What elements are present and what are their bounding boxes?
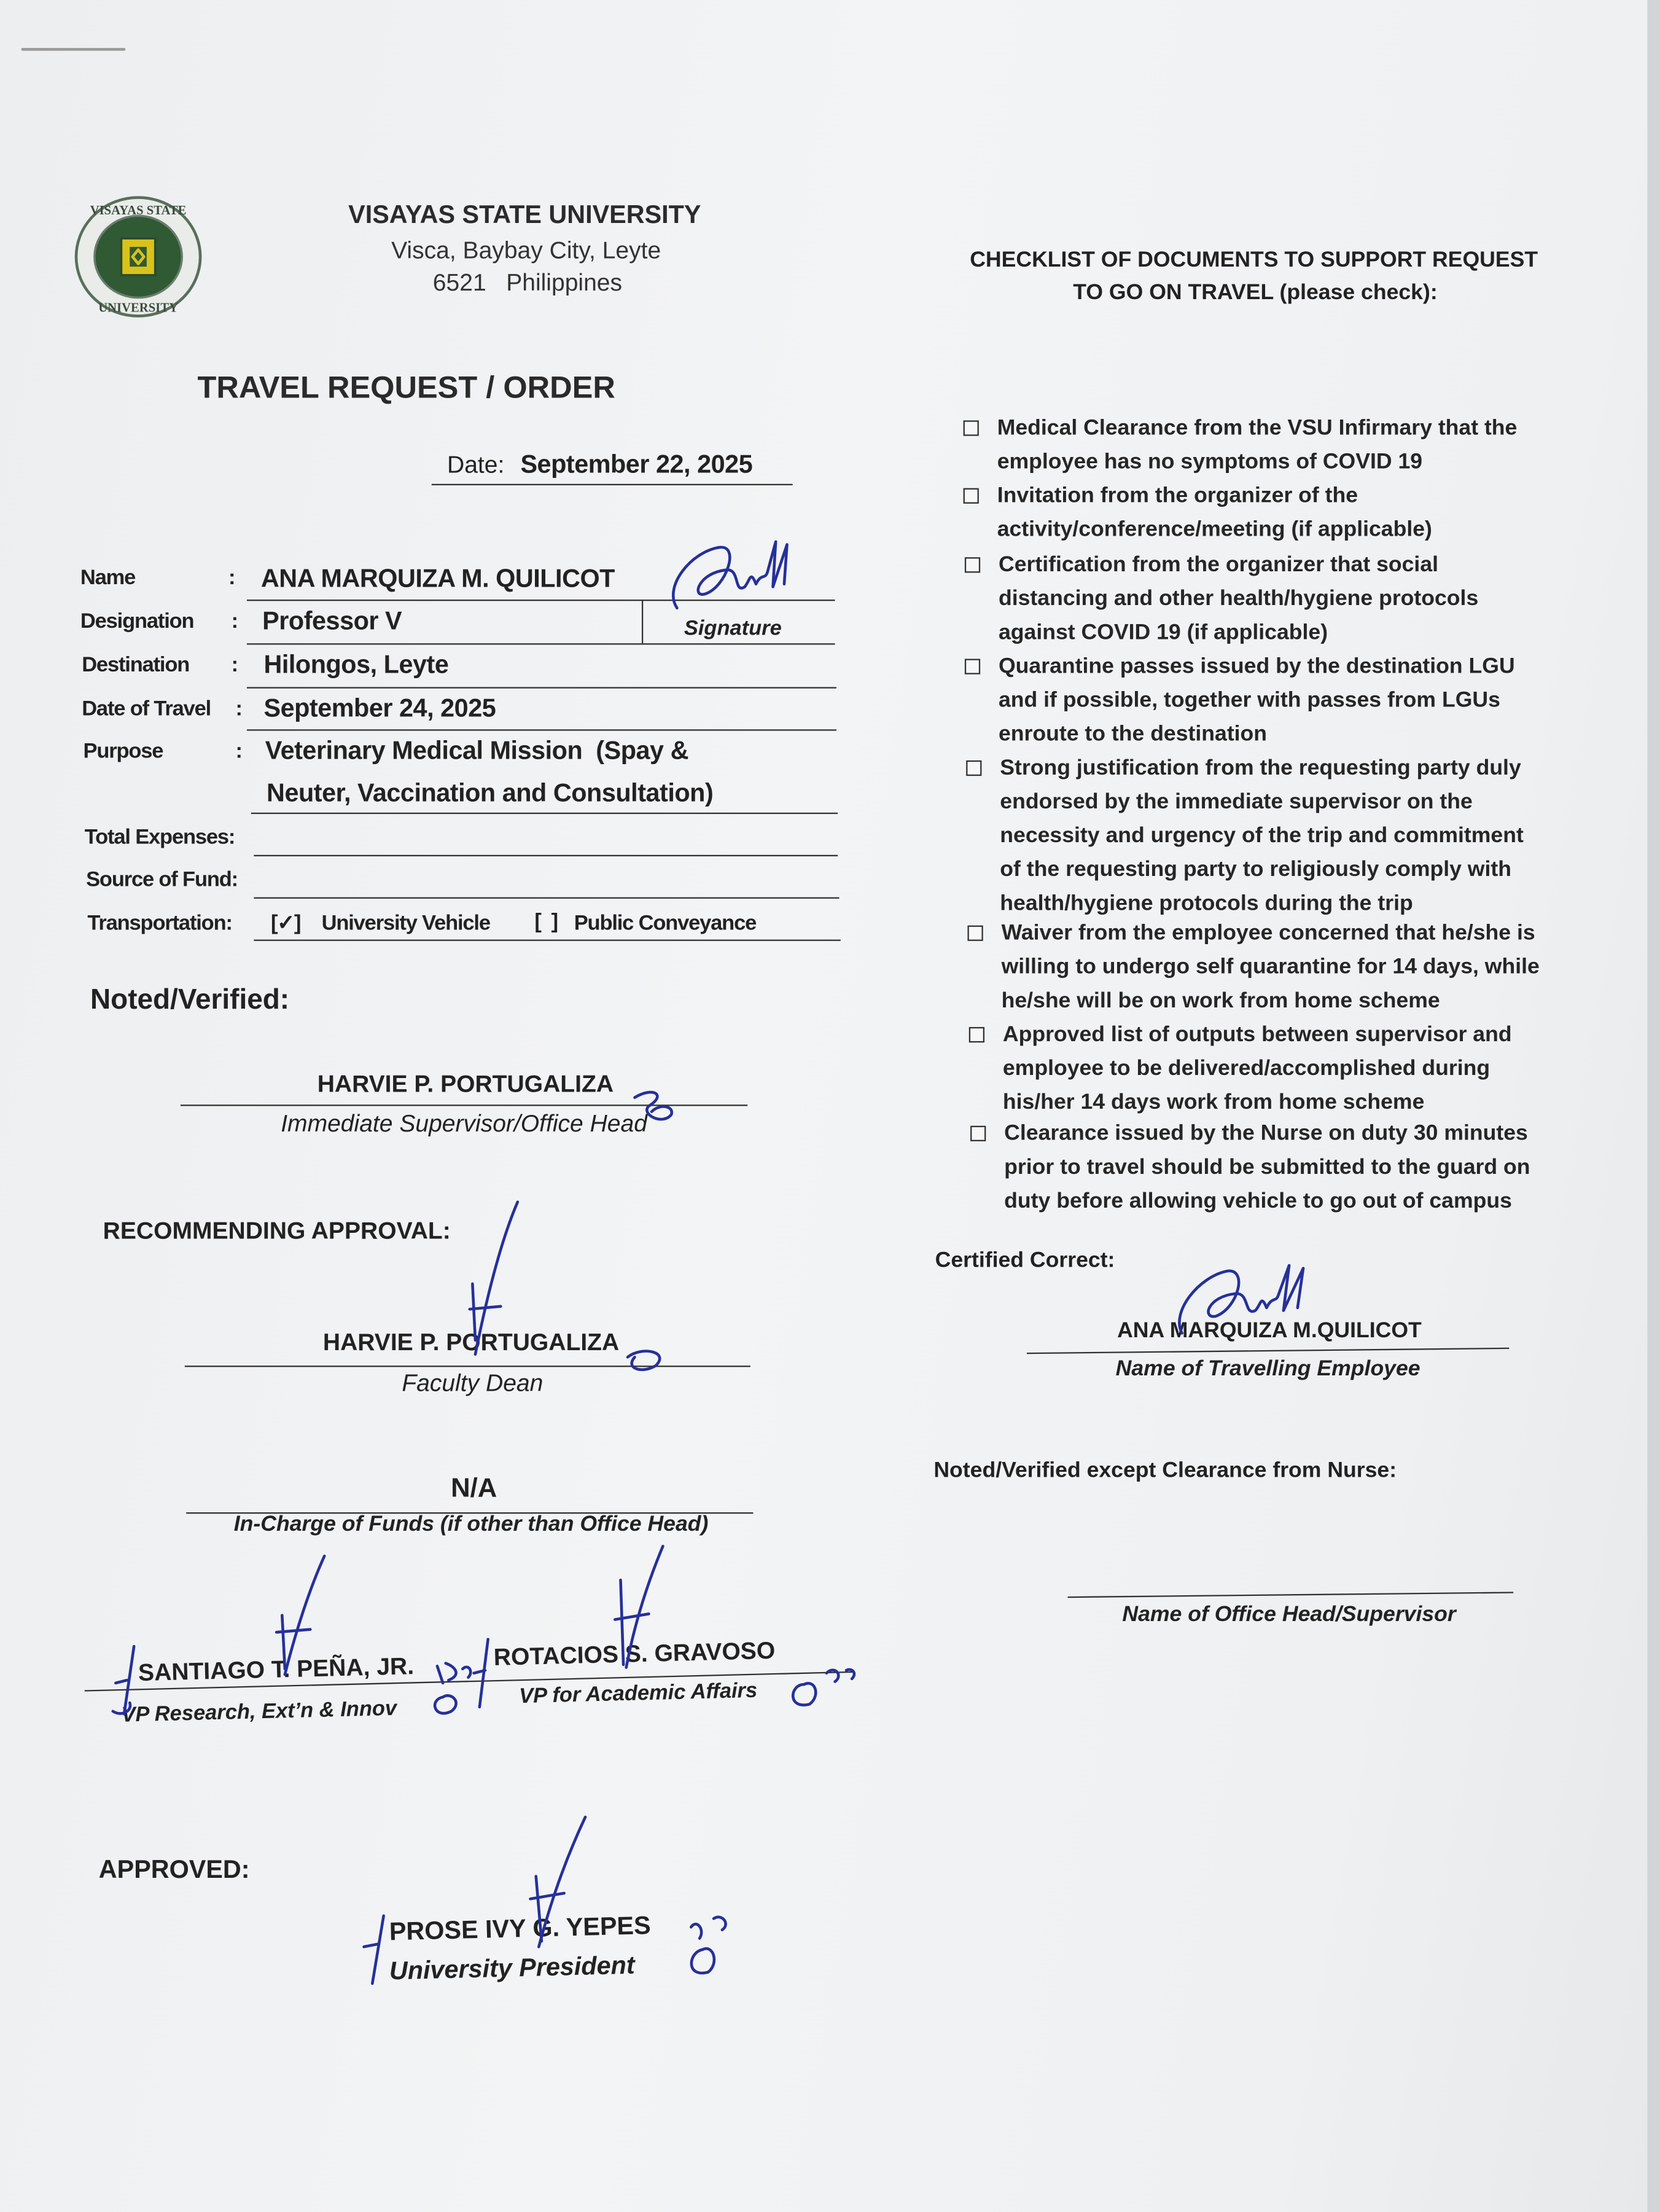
checklist-item-text: willing to undergo self quarantine for 14 days, while: [1001, 955, 1540, 979]
purpose-value-line-1: Veterinary Medical Mission (Spay &: [265, 736, 688, 765]
university-vehicle-label: University Vehicle: [321, 911, 490, 936]
checklist-item-text: health/hygiene protocols during the trip: [1000, 891, 1413, 916]
checklist-checkbox[interactable]: [964, 420, 979, 436]
checklist-item-text: Clearance issued by the Nurse on duty 30 minutes: [1004, 1121, 1528, 1146]
separator: :: [235, 739, 242, 764]
checklist-checkbox[interactable]: [969, 1027, 984, 1042]
travelling-employee-name: ANA MARQUIZA M.QUILICOT: [1117, 1319, 1422, 1343]
signature-divider: [642, 601, 643, 643]
handwritten-signature-certified: [1171, 1248, 1326, 1347]
checklist-title-line-1: CHECKLIST OF DOCUMENTS TO SUPPORT REQUEST: [970, 248, 1538, 273]
checklist-checkbox[interactable]: [966, 760, 981, 776]
checklist-item-text: duty before allowing vehicle to go out of campus: [1004, 1189, 1512, 1214]
checklist-item-text: enroute to the destination: [998, 722, 1268, 746]
name-label: Name: [80, 565, 136, 590]
public-conveyance-checkbox[interactable]: [ ]: [534, 910, 558, 934]
office-head-caption: Name of Office Head/Supervisor: [1122, 1602, 1456, 1627]
total-expenses-label: Total Expenses:: [84, 825, 235, 850]
vp-academic-name: ROTACIOS S. GRAVOSO: [493, 1637, 776, 1671]
checklist-item-text: against COVID 19 (if applicable): [998, 620, 1328, 645]
address-line-1: Visca, Baybay City, Leyte: [391, 236, 661, 264]
source-of-fund-label: Source of Fund:: [86, 867, 238, 892]
checklist-item-text: Quarantine passes issued by the destination LGU: [998, 654, 1515, 679]
checklist-item-text: Medical Clearance from the VSU Infirmary that the: [997, 416, 1518, 440]
checklist-item-text: activity/conference/meeting (if applicable): [997, 517, 1432, 542]
checklist-item: [1002, 917, 1594, 1018]
separator: :: [228, 565, 235, 590]
checklist-item-text: endorsed by the immediate supervisor on the: [1000, 790, 1473, 815]
handwritten-initial-vp-academic: [466, 1538, 889, 1721]
date-underline: [432, 484, 793, 485]
supervisor-title: Immediate Supervisor/Office Head: [281, 1110, 647, 1138]
president-name: PROSE IVY G. YEPES: [389, 1911, 652, 1946]
destination-underline: [247, 687, 836, 688]
university-seal-logo: [73, 195, 203, 319]
handwritten-initial-dean: [458, 1199, 684, 1383]
checklist-item-text: Strong justification from the requesting party duly: [1000, 756, 1521, 781]
checklist-item: [1000, 752, 1592, 921]
signature-caption: Signature: [684, 616, 782, 641]
checklist-item: [1004, 1117, 1597, 1219]
university-vehicle-checkbox[interactable]: [✓]: [270, 911, 301, 936]
checklist-item-text: of the requesting party to religiously comply with: [1000, 858, 1511, 882]
designation-underline: [247, 643, 835, 644]
vp-research-name: SANTIAGO T. PEÑA, JR.: [138, 1652, 415, 1687]
checklist-checkbox[interactable]: [965, 659, 980, 674]
certified-correct-label: Certified Correct:: [935, 1248, 1115, 1273]
handwritten-initial-vp-research: [99, 1545, 522, 1729]
recommending-approval-label: RECOMMENDING APPROVAL:: [103, 1217, 451, 1245]
supervisor-name: HARVIE P. PORTUGALIZA: [317, 1071, 614, 1098]
checklist-item-text: employee to be delivered/accomplished during: [1002, 1057, 1490, 1081]
noted-except-nurse-label: Noted/Verified except Clearance from Nurse:: [933, 1458, 1397, 1483]
date-of-travel-value: September 24, 2025: [263, 694, 496, 722]
checklist-item-text: he/she will be on work from home scheme: [1001, 988, 1440, 1013]
dean-title: Faculty Dean: [402, 1369, 544, 1397]
president-title: University President: [389, 1950, 636, 1985]
transportation-label: Transportation:: [87, 911, 232, 936]
paper-edge: [1647, 0, 1660, 2212]
funds-incharge-name: N/A: [451, 1474, 497, 1504]
source-of-fund-field: [254, 897, 839, 899]
checklist-checkbox[interactable]: [967, 926, 983, 941]
svg-text:VISAYAS STATE: VISAYAS STATE: [90, 204, 187, 218]
checklist-checkbox[interactable]: [964, 488, 979, 504]
total-expenses-field: [254, 855, 838, 856]
date-of-travel-label: Date of Travel: [82, 697, 211, 721]
form-title: TRAVEL REQUEST / ORDER: [197, 369, 615, 405]
checklist-item-text: necessity and urgency of the trip and commitment: [1000, 824, 1524, 848]
purpose-value-line-2: Neuter, Vaccination and Consultation): [267, 778, 714, 807]
checklist-checkbox[interactable]: [970, 1126, 986, 1141]
destination-value: Hilongos, Leyte: [263, 650, 449, 679]
funds-incharge-title: In-Charge of Funds (if other than Office Head): [233, 1512, 709, 1536]
public-conveyance-label: Public Conveyance: [574, 911, 757, 936]
checklist-item: [1003, 1018, 1596, 1120]
office-head-signature-line: [1068, 1592, 1514, 1598]
purpose-label: Purpose: [83, 739, 163, 764]
date-of-travel-underline: [247, 729, 836, 730]
checklist-item: [997, 412, 1590, 480]
checklist-item-text: Invitation from the organizer of the: [997, 483, 1358, 508]
designation-value: Professor V: [262, 606, 402, 635]
staple-mark: [21, 48, 125, 51]
handwritten-signature-employee: [663, 531, 804, 630]
handwritten-initial-president: [353, 1806, 776, 2004]
checklist-item-text: Waiver from the employee concerned that he/she is: [1001, 921, 1535, 945]
checklist-title-line-2: TO GO ON TRAVEL (please check):: [1073, 281, 1438, 305]
separator: :: [231, 653, 238, 678]
checklist-item-text: and if possible, together with passes from LGUs: [998, 688, 1500, 713]
travelling-employee-caption: Name of Travelling Employee: [1115, 1357, 1420, 1382]
transportation-underline: [254, 940, 840, 941]
separator: :: [231, 609, 238, 634]
purpose-underline: [251, 813, 838, 814]
checklist-item-text: employee has no symptoms of COVID 19: [997, 450, 1423, 474]
designation-label: Designation: [80, 609, 194, 634]
address-line-2: 6521 Philippines: [432, 269, 623, 297]
checklist-item-text: his/her 14 days work from home scheme: [1002, 1090, 1425, 1115]
checklist-item-text: Certification from the organizer that social: [998, 553, 1439, 577]
vp-academic-title: VP for Academic Affairs: [518, 1678, 758, 1709]
svg-text:UNIVERSITY: UNIVERSITY: [98, 301, 178, 315]
checklist-item-text: Approved list of outputs between supervisor and: [1002, 1023, 1512, 1047]
checklist-item: [999, 549, 1591, 650]
checklist-checkbox[interactable]: [965, 557, 980, 573]
checklist-item: [999, 651, 1591, 752]
checklist-item: [997, 480, 1590, 547]
date-value: September 22, 2025: [520, 450, 753, 479]
dean-name: HARVIE P. PORTUGALIZA: [322, 1329, 620, 1356]
separator: :: [235, 697, 242, 721]
vp-research-title: VP Research, Ext’n & Innov: [121, 1696, 397, 1727]
approved-label: APPROVED:: [98, 1855, 250, 1883]
checklist-item-text: prior to travel should be submitted to the guard on: [1004, 1155, 1530, 1179]
name-value: ANA MARQUIZA M. QUILICOT: [260, 564, 615, 593]
checklist-item-text: distancing and other health/hygiene protocols: [998, 587, 1479, 611]
noted-verified-label: Noted/Verified:: [90, 985, 290, 1016]
date-label: Date:: [447, 451, 505, 479]
university-name: VISAYAS STATE UNIVERSITY: [348, 200, 701, 229]
destination-label: Destination: [82, 653, 190, 678]
handwritten-initial-supervisor: [632, 1084, 688, 1140]
employee-signature-line: [1027, 1348, 1509, 1354]
